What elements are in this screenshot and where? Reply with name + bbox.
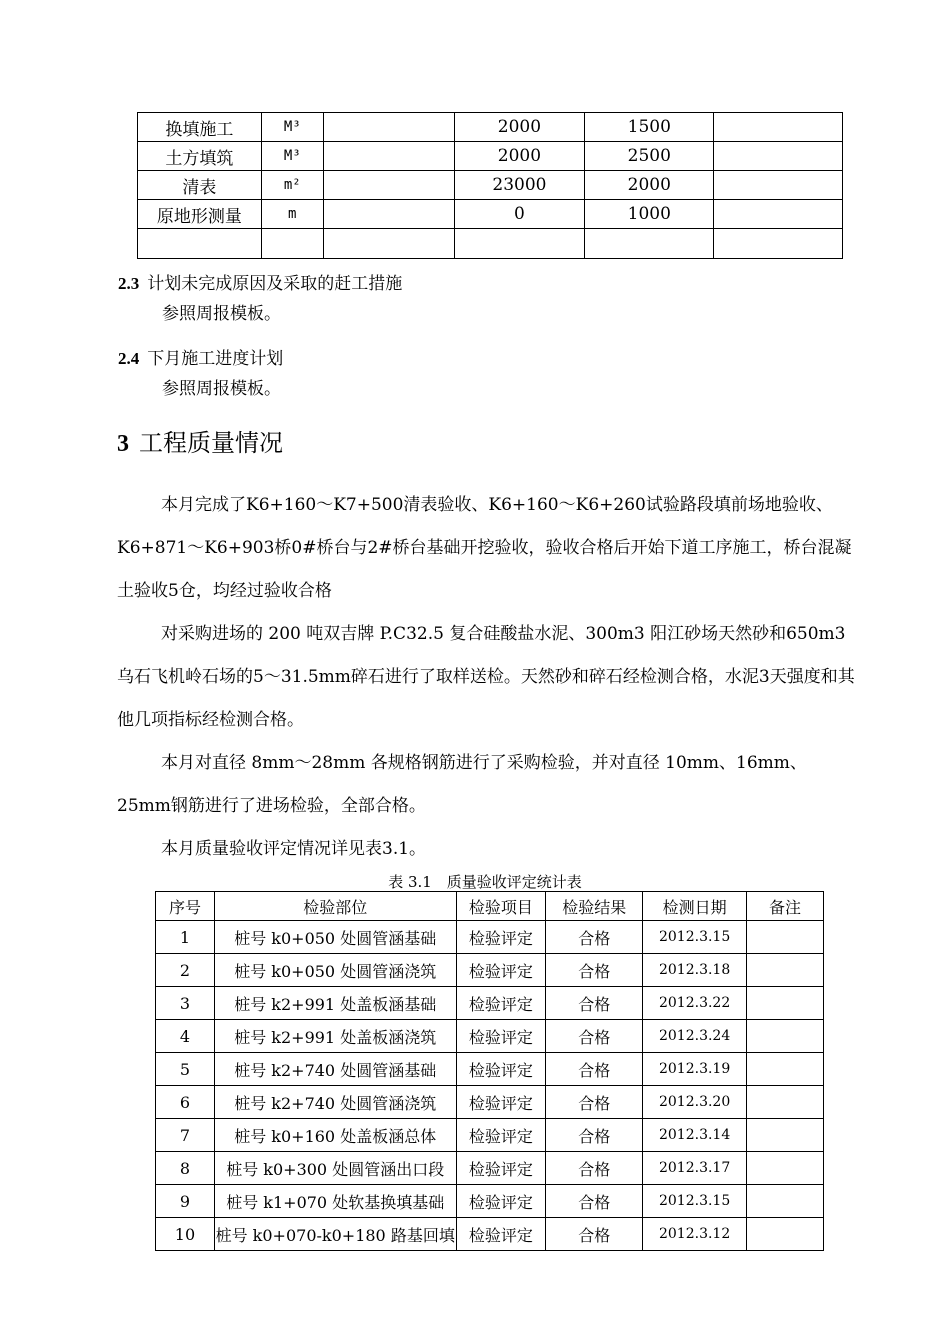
table-row [156,1119,824,1152]
table-row [138,142,843,171]
table-cell: 桩号 k0+070-k0+180 路基回填 [214,1218,456,1251]
table-cell: 0 [454,200,585,229]
quality-table [155,891,824,1251]
table-cell [714,200,843,229]
table-cell: 合格 [546,954,643,987]
table-row [156,921,824,954]
table-cell: 8 [156,1152,215,1185]
table-cell: M³ [261,113,323,142]
table-header-row [156,892,824,921]
table-row [138,200,843,229]
table-cell: 检验评定 [456,921,546,954]
table-caption: 表 3.1 质量验收评定统计表 [388,873,582,891]
table-cell: 桩号 k2+991 处盖板涵浇筑 [214,1020,456,1053]
table-cell [747,1086,824,1119]
table-cell [747,1119,824,1152]
table-cell: 桩号 k1+070 处软基换填基础 [214,1185,456,1218]
table-cell: 桩号 k0+160 处盖板涵总体 [214,1119,456,1152]
column-header: 备注 [747,892,824,921]
table-row [138,229,843,259]
column-header: 检验结果 [546,892,643,921]
table-row [156,1020,824,1053]
table-cell: 3 [156,987,215,1020]
table-cell [454,229,585,259]
table-cell [714,171,843,200]
table-cell [323,142,454,171]
table-cell: 2500 [585,142,714,171]
table-cell [747,987,824,1020]
table-cell: 2012.3.19 [643,1053,747,1086]
table-cell [261,229,323,259]
table-row [156,987,824,1020]
table-cell [747,1020,824,1053]
table-cell: 5 [156,1053,215,1086]
table-cell [585,229,714,259]
table-cell [714,229,843,259]
table-cell: 检验评定 [456,1086,546,1119]
table-cell [323,200,454,229]
paragraph-3: 本月对直径 8mm～28mm 各规格钢筋进行了采购检验，并对直径 10mm、16mm、25mm钢筋进行了进场检验，全部合格。 [117,753,807,816]
table-cell: 合格 [546,1020,643,1053]
column-header: 检验部位 [214,892,456,921]
table-cell: 桩号 k2+740 处圆管涵浇筑 [214,1086,456,1119]
table-cell: 1 [156,921,215,954]
table-cell: 2012.3.17 [643,1152,747,1185]
table-cell [747,1185,824,1218]
table-cell [747,921,824,954]
table-cell [714,142,843,171]
table-cell: 7 [156,1119,215,1152]
table-cell [747,954,824,987]
table-cell: 检验评定 [456,1119,546,1152]
table-cell: 9 [156,1185,215,1218]
table-cell [747,1152,824,1185]
table-row [156,1053,824,1086]
table-cell: 10 [156,1218,215,1251]
section-2-3-body: 参照周报模板。 [162,304,281,324]
table-row [156,1152,824,1185]
table-cell: 原地形测量 [138,200,262,229]
table-cell: 换填施工 [138,113,262,142]
table-cell: 合格 [546,1152,643,1185]
table-cell: 2012.3.12 [643,1218,747,1251]
table-cell: 检验评定 [456,954,546,987]
column-header: 检测日期 [643,892,747,921]
table-cell: 桩号 k2+740 处圆管涵基础 [214,1053,456,1086]
paragraph-1: 本月完成了K6+160～K7+500清表验收、K6+160～K6+260试验路段填前场地验收、K6+871～K6+903桥0#桥台与2#桥台基础开挖验收，验收合格后开始下道工序施工，桥台混凝土验收5仓，均经过验收合格 [117,495,852,601]
table-cell: 清表 [138,171,262,200]
table-cell: 检验评定 [456,1185,546,1218]
section-3-heading: 3 工程质量情况 [117,429,283,457]
table-row [138,113,843,142]
paragraph-2: 对采购进场的 200 吨双吉牌 P.C32.5 复合硅酸盐水泥、300m3 阳江砂场天然砂和650m3乌石飞机岭石场的5～31.5mm碎石进行了取样送检。天然砂和碎石经检测合格，水泥3天强度和其他几项指标经检测合格。 [117,624,855,730]
table-cell: 2012.3.18 [643,954,747,987]
table-cell: m [261,200,323,229]
table-cell: 23000 [454,171,585,200]
progress-table [137,112,843,259]
section-2-3-heading: 2.3 计划未完成原因及采取的赶工措施 [118,274,403,294]
table-cell: 检验评定 [456,1053,546,1086]
table-cell: 桩号 k0+050 处圆管涵基础 [214,921,456,954]
table-row [138,171,843,200]
table-cell: 2012.3.15 [643,921,747,954]
table-cell: 2012.3.20 [643,1086,747,1119]
table-cell: 2000 [454,142,585,171]
table-cell: 桩号 k2+991 处盖板涵基础 [214,987,456,1020]
table-cell [323,171,454,200]
table-cell [323,229,454,259]
table-cell: 1000 [585,200,714,229]
table-cell: m² [261,171,323,200]
table-cell [323,113,454,142]
table-cell: 2 [156,954,215,987]
table-row [156,954,824,987]
table-cell: 合格 [546,1053,643,1086]
table-cell: 2000 [454,113,585,142]
table-cell: 2012.3.22 [643,987,747,1020]
table-cell: 合格 [546,1185,643,1218]
table-cell: 合格 [546,987,643,1020]
table-cell [714,113,843,142]
table-cell [747,1053,824,1086]
column-header: 检验项目 [456,892,546,921]
paragraph-4: 本月质量验收评定情况详见表3.1。 [161,839,427,859]
table-cell: 桩号 k0+050 处圆管涵浇筑 [214,954,456,987]
table-cell [747,1218,824,1251]
table-cell: 检验评定 [456,987,546,1020]
column-header: 序号 [156,892,215,921]
table-row [156,1086,824,1119]
table-cell: 1500 [585,113,714,142]
table-cell: 2012.3.24 [643,1020,747,1053]
table-cell: 合格 [546,921,643,954]
table-cell: 4 [156,1020,215,1053]
table-cell: 2000 [585,171,714,200]
table-cell [138,229,262,259]
table-cell: 土方填筑 [138,142,262,171]
table-cell: 合格 [546,1119,643,1152]
section-2-4-body: 参照周报模板。 [162,379,281,399]
table-cell: 合格 [546,1086,643,1119]
table-cell: 检验评定 [456,1218,546,1251]
table-cell: 桩号 k0+300 处圆管涵出口段 [214,1152,456,1185]
table-cell: M³ [261,142,323,171]
section-2-4-heading: 2.4 下月施工进度计划 [118,349,284,369]
table-cell: 合格 [546,1218,643,1251]
table-cell: 6 [156,1086,215,1119]
table-cell: 2012.3.14 [643,1119,747,1152]
table-row [156,1185,824,1218]
table-cell: 检验评定 [456,1152,546,1185]
table-cell: 2012.3.15 [643,1185,747,1218]
table-row [156,1218,824,1251]
table-cell: 检验评定 [456,1020,546,1053]
